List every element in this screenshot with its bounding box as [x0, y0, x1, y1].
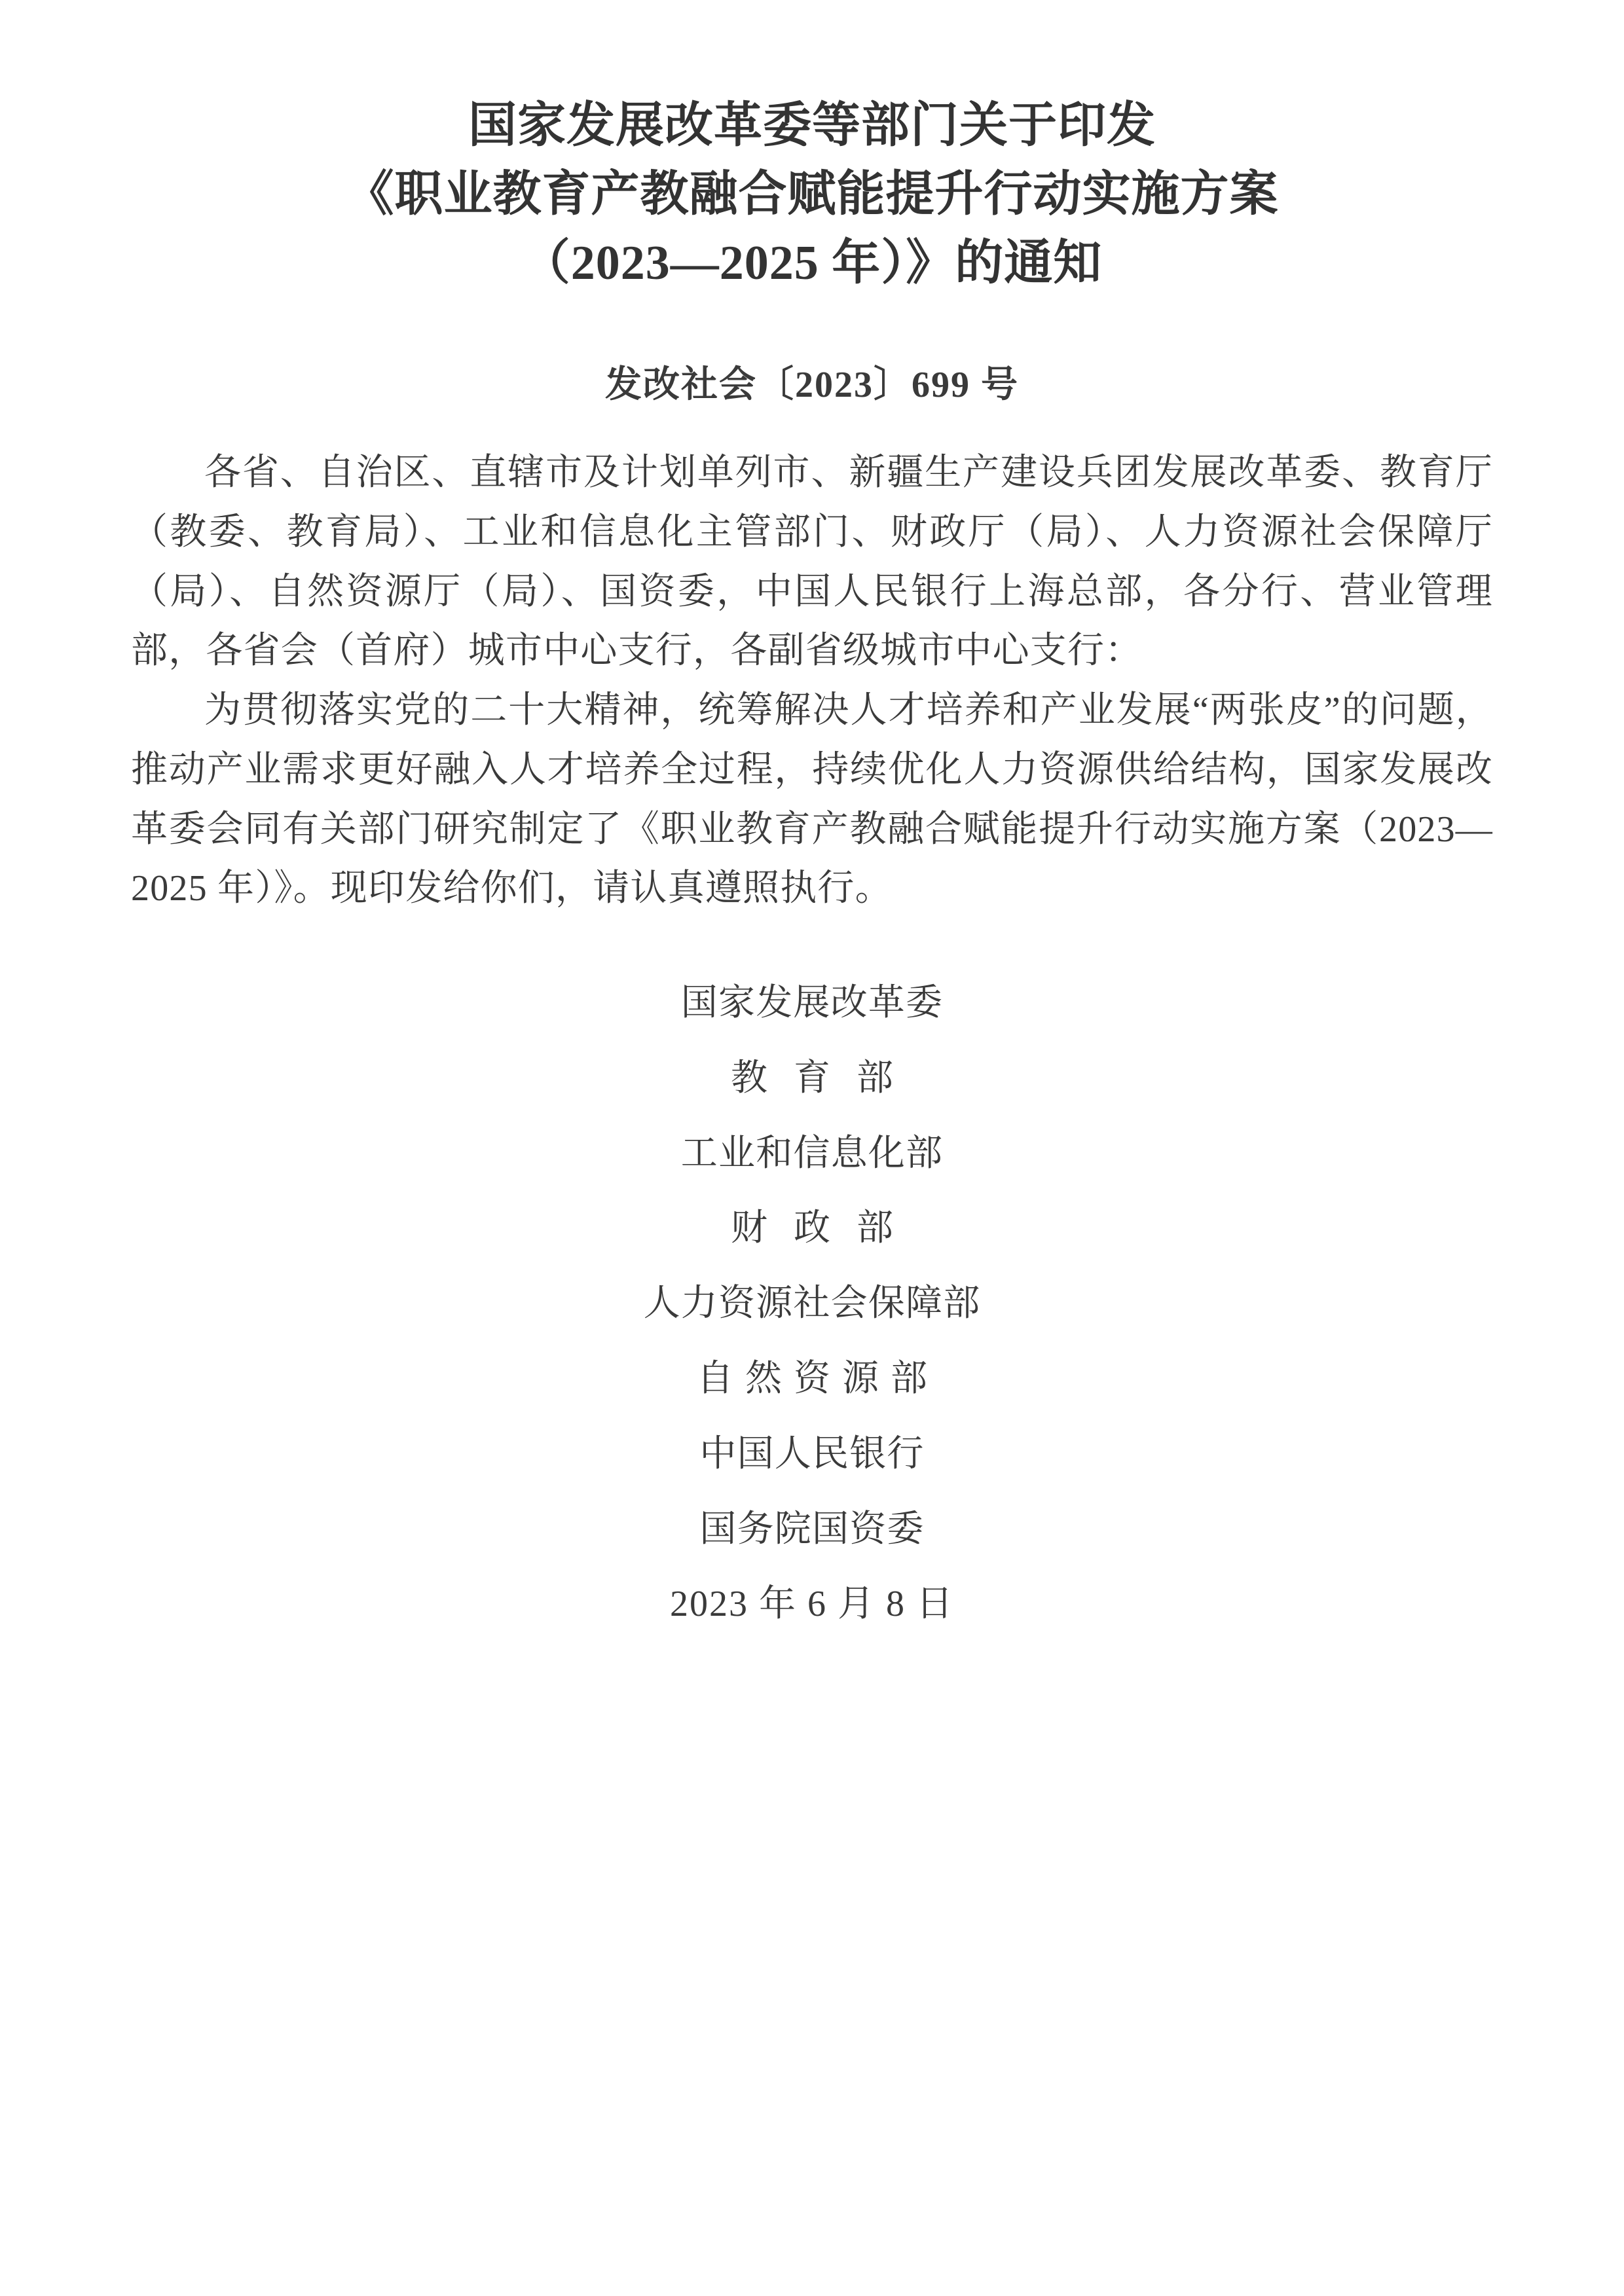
signature-mohrss: 人力资源社会保障部 [643, 1283, 981, 1324]
signature-mof: 财政部 [731, 1208, 919, 1249]
signature-sasac: 国务院国资委 [699, 1508, 925, 1550]
signature-moe: 教育部 [731, 1057, 919, 1099]
title-line-1: 国家发展改革委等部门关于印发 [468, 99, 1156, 153]
document-body [131, 443, 1493, 919]
title-line-3: （2023—2025 年）》的通知 [521, 236, 1103, 291]
signature-block [131, 966, 1493, 1642]
signature-pboc: 中国人民银行 [699, 1433, 925, 1474]
paragraph-addressees: 各省、自治区、直辖市及计划单列市、新疆生产建设兵团发展改革委、教育厅（教委、教育局）、工业和信息化主管部门、财政厅（局）、人力资源社会保障厅（局）、自然资源厅（局）、国资委，中国人民银行上海总部，各分行、营业管理部，各省会（首府）城市中心支行，各副省级城市中心支行： [131, 452, 1493, 672]
signature-date: 2023 年 6 月 8 日 [670, 1584, 954, 1625]
paragraph-main: 为贯彻落实党的二十大精神，统筹解决人才培养和产业发展“两张皮”的问题，推动产业需求更好融入人才培养全过程，持续优化人力资源供给结构，国家发展改革委会同有关部门研究制定了《职业教育产教融合赋能提升行动实施方案（2023—2025 年）》。现印发给你们，请认真遵照执行。 [131, 690, 1493, 909]
signature-ndrc: 国家发展改革委 [680, 982, 944, 1023]
signature-miit: 工业和信息化部 [680, 1133, 944, 1174]
page-title [131, 92, 1493, 298]
document-number: 发改社会〔2023〕699 号 [605, 365, 1019, 406]
signature-mnr: 自然资源部 [697, 1358, 939, 1399]
title-line-2: 《职业教育产教融合赋能提升行动实施方案 [345, 168, 1279, 222]
